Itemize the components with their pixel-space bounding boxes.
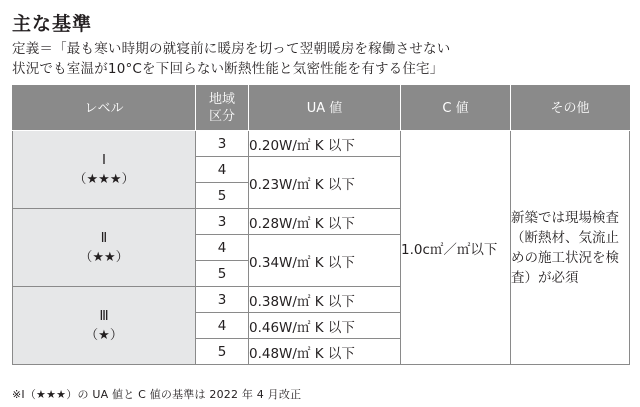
ua-value-cell: 0.28W/㎡ K 以下 (249, 209, 401, 235)
header-region-line-2: 区分 (208, 109, 235, 124)
header-level: レベル (13, 86, 196, 131)
region-cell: 3 (196, 287, 249, 313)
ua-value-cell: 0.38W/㎡ K 以下 (249, 287, 401, 313)
level-stars: （★） (85, 327, 123, 343)
level-stars: （★★★） (73, 171, 135, 187)
region-cell: 5 (196, 261, 249, 287)
region-cell: 5 (196, 339, 249, 365)
header-other: その他 (511, 86, 630, 131)
ua-value-cell: 0.23W/㎡ K 以下 (249, 157, 401, 209)
level-numeral: Ⅱ (100, 229, 108, 246)
standards-table (12, 85, 630, 365)
definition-line-2: 状況でも室温が10°Cを下回らない断熱性能と気密性能を有する住宅」 (12, 61, 444, 77)
level-cell-3 (13, 287, 196, 365)
region-cell: 3 (196, 209, 249, 235)
level-stars: （★★） (79, 249, 129, 265)
level-cell-1 (13, 131, 196, 209)
ua-value-cell: 0.46W/㎡ K 以下 (249, 313, 401, 339)
footnote: ※Ⅰ（★★★）の UA 値と C 値の基準は 2022 年 4 月改正 (12, 388, 302, 401)
definition-line-1: 定義＝「最も寒い時期の就寝前に暖房を切って翌朝暖房を稼働させない (12, 41, 451, 57)
table-row (13, 131, 630, 157)
ua-value-cell: 0.20W/㎡ K 以下 (249, 131, 401, 157)
region-cell: 4 (196, 313, 249, 339)
level-cell-2 (13, 209, 196, 287)
level-numeral: Ⅲ (99, 307, 109, 324)
header-region-line-1: 地域 (208, 92, 235, 107)
header-region (196, 86, 249, 131)
page-heading: 主な基準 (12, 13, 93, 35)
ua-value-cell: 0.48W/㎡ K 以下 (249, 339, 401, 365)
table-header-row (13, 86, 630, 131)
level-numeral: Ⅰ (102, 151, 106, 168)
other-requirements-cell: 新築では現場検査（断熱材、気流止めの施工状況を検査）が必須 (511, 131, 630, 365)
region-cell: 5 (196, 183, 249, 209)
header-c-value: C 値 (401, 86, 511, 131)
c-value-cell: 1.0c㎡／㎡以下 (401, 131, 511, 365)
region-cell: 4 (196, 235, 249, 261)
region-cell: 3 (196, 131, 249, 157)
definition-text (12, 39, 450, 79)
ua-value-cell: 0.34W/㎡ K 以下 (249, 235, 401, 287)
header-ua-value: UA 値 (249, 86, 401, 131)
region-cell: 4 (196, 157, 249, 183)
